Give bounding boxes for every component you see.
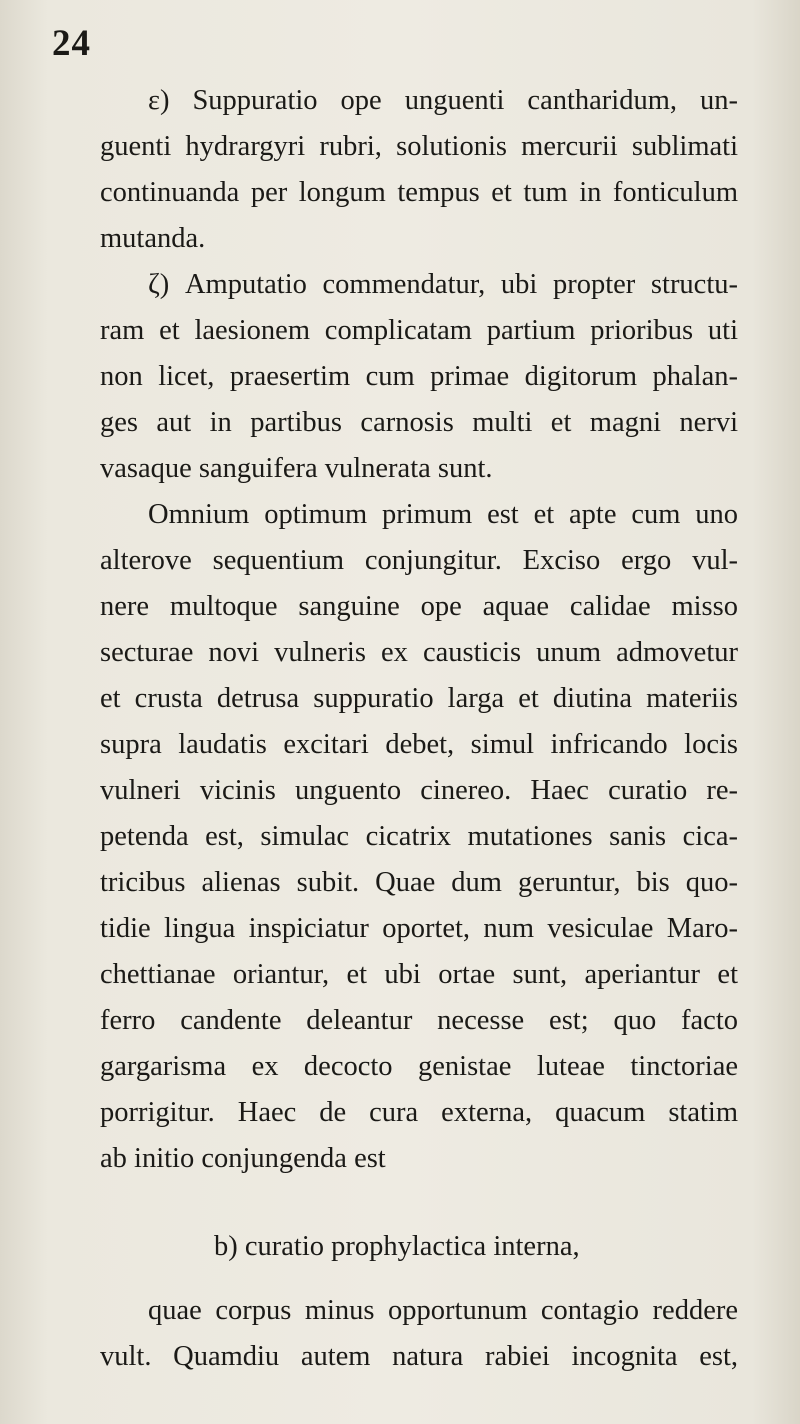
text-line: ges aut in partibus carnosis multi et magni nervi: [100, 407, 738, 438]
text-line: vult. Quamdiu autem natura rabiei incognita est,: [100, 1341, 738, 1372]
text-line: petenda est, simulac cicatrix mutationes sanis cica-: [100, 821, 738, 852]
text-line: gargarisma ex decocto genistae luteae tinctoriae: [100, 1051, 738, 1082]
text-line: chettianae oriantur, et ubi ortae sunt, aperiantur et: [100, 959, 738, 990]
text-line: mutanda.: [100, 223, 206, 254]
text-line: et crusta detrusa suppuratio larga et diutina materiis: [100, 683, 738, 714]
text-line: guenti hydrargyri rubri, solutionis mercurii sublimati: [100, 131, 738, 162]
text-line: Omnium optimum primum est et apte cum uno: [148, 499, 738, 530]
text-line: nere multoque sanguine ope aquae calidae misso: [100, 591, 738, 622]
text-line: ε) Suppuratio ope unguenti cantharidum, un-: [148, 85, 738, 116]
text-line: vasaque sanguifera vulnerata sunt.: [100, 453, 493, 484]
text-line: continuanda per longum tempus et tum in fonticulum: [100, 177, 738, 208]
page-number: 24: [52, 23, 91, 64]
text-line: alterove sequentium conjungitur. Exciso ergo vul-: [100, 545, 738, 576]
text-line: porrigitur. Haec de cura externa, quacum statim: [100, 1097, 738, 1128]
text-line: ram et laesionem complicatam partium prioribus uti: [100, 315, 738, 346]
text-line: tricibus alienas subit. Quae dum geruntur, bis quo-: [100, 867, 738, 898]
text-line: secturae novi vulneris ex causticis unum admovetur: [100, 637, 738, 668]
text-line: ferro candente deleantur necesse est; quo facto: [100, 1005, 738, 1036]
text-line: ζ) Amputatio commendatur, ubi propter structu-: [148, 269, 738, 300]
text-line: ab initio conjungenda est: [100, 1143, 386, 1174]
section-heading: b) curatio prophylactica interna,: [214, 1231, 580, 1262]
text-line: tidie lingua inspiciatur oportet, num vesiculae Maro-: [100, 913, 738, 944]
text-line: supra laudatis excitari debet, simul infricando locis: [100, 729, 738, 760]
text-line: vulneri vicinis unguento cinereo. Haec curatio re-: [100, 775, 738, 806]
text-line: quae corpus minus opportunum contagio reddere: [148, 1295, 738, 1326]
text-line: non licet, praesertim cum primae digitorum phalan-: [100, 361, 738, 392]
